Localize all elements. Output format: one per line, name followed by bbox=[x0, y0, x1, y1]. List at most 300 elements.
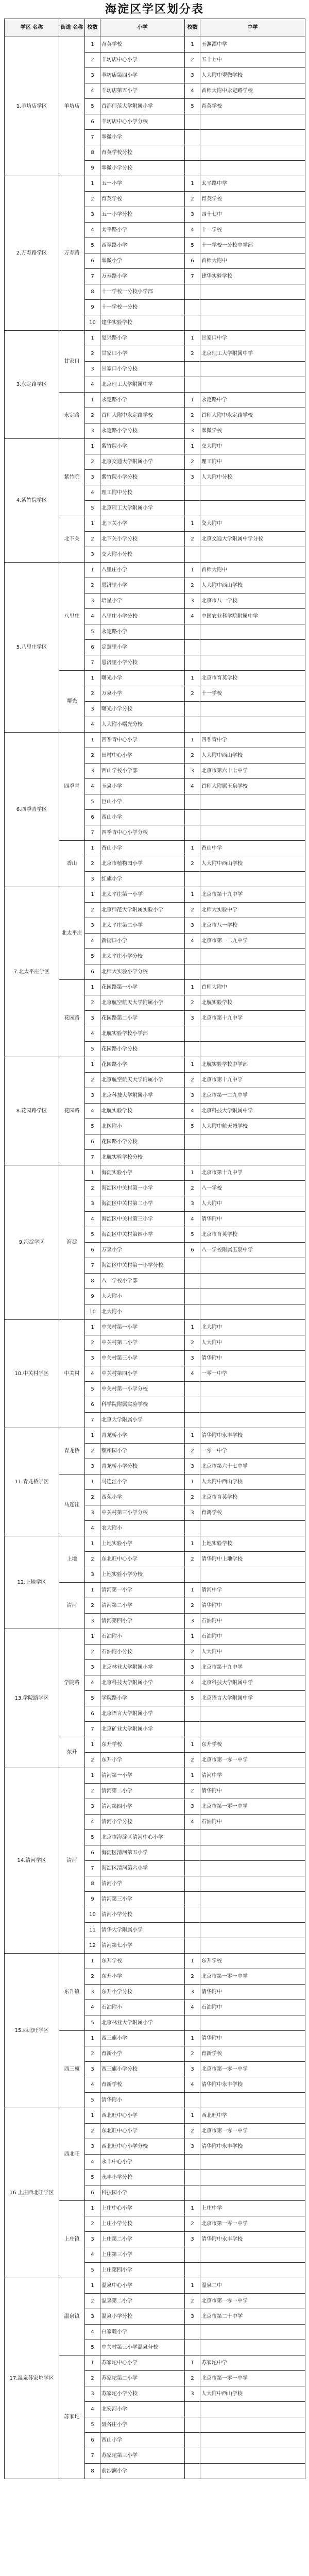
primary-school: 中关村第四小学 bbox=[100, 1366, 185, 1382]
middle-school: 清华附中 bbox=[200, 1598, 305, 1614]
primary-school: 八一学校小学部 bbox=[100, 1274, 185, 1289]
middle-index: 4 bbox=[185, 1212, 200, 1227]
primary-school: 甘家口小学 bbox=[100, 346, 185, 362]
primary-index: 8 bbox=[85, 284, 100, 300]
middle-school bbox=[200, 362, 305, 377]
middle-index: 1 bbox=[185, 2108, 200, 2124]
primary-school: 前沙涧小学 bbox=[100, 2464, 185, 2479]
table-row bbox=[5, 1165, 305, 1181]
primary-index: 4 bbox=[85, 377, 100, 393]
district-name: 8.花园路学区 bbox=[5, 1057, 59, 1165]
primary-school: 永丰中心小学 bbox=[100, 2155, 185, 2170]
middle-index: 7 bbox=[185, 269, 200, 284]
primary-school: 花园路第二小学 bbox=[100, 1011, 185, 1026]
table-row bbox=[5, 2108, 305, 2124]
primary-school: 西苑小学 bbox=[100, 1490, 185, 1505]
table-row bbox=[5, 1536, 305, 1552]
primary-school: 永定路小学分校 bbox=[100, 423, 185, 439]
primary-index: 3 bbox=[85, 2232, 100, 2247]
middle-school: 香山中学 bbox=[200, 841, 305, 856]
middle-index: 3 bbox=[185, 2062, 200, 2077]
primary-school: 海淀实验小学 bbox=[100, 1165, 185, 1181]
middle-school: 北师大实验中学 bbox=[200, 903, 305, 918]
middle-school: 一零一中学 bbox=[200, 1444, 305, 1459]
district-name: 13.学院路学区 bbox=[5, 1629, 59, 1768]
middle-index bbox=[185, 964, 200, 980]
primary-school: 八里庄小学 bbox=[100, 563, 185, 578]
middle-school: 十一学校 bbox=[200, 686, 305, 702]
primary-school: 上庄小学分校 bbox=[100, 2216, 185, 2232]
primary-index: 3 bbox=[85, 2139, 100, 2155]
primary-index: 1 bbox=[85, 516, 100, 532]
primary-index: 1 bbox=[85, 1737, 100, 1753]
middle-index bbox=[185, 1382, 200, 1397]
primary-index: 7 bbox=[85, 130, 100, 145]
primary-school: 巨山小学 bbox=[100, 794, 185, 810]
primary-index: 2 bbox=[85, 1753, 100, 1768]
middle-school bbox=[200, 872, 305, 887]
primary-school: 清河第四小学 bbox=[100, 1799, 185, 1815]
middle-school: 太平路中学 bbox=[200, 176, 305, 192]
district-name: 15.西北旺学区 bbox=[5, 1954, 59, 2108]
primary-school: 田村中心小学 bbox=[100, 748, 185, 764]
primary-index: 1 bbox=[85, 1629, 100, 1645]
primary-index: 5 bbox=[85, 99, 100, 114]
street-name: 苏家坨 bbox=[59, 2355, 85, 2479]
middle-school: 北京市第一二九中学 bbox=[200, 1088, 305, 1104]
middle-school bbox=[200, 2402, 305, 2417]
primary-index: 3 bbox=[85, 2309, 100, 2325]
primary-index: 4 bbox=[85, 1366, 100, 1382]
middle-school: 上地实验学校 bbox=[200, 1536, 305, 1552]
primary-school: 交大附小分校 bbox=[100, 547, 185, 563]
primary-index: 2 bbox=[85, 578, 100, 594]
primary-index: 5 bbox=[85, 1119, 100, 1134]
middle-school: 人大附中翠微学校 bbox=[200, 68, 305, 83]
middle-index: 2 bbox=[185, 1598, 200, 1614]
street-name: 香山 bbox=[59, 841, 85, 887]
middle-index: 3 bbox=[185, 2232, 200, 2247]
middle-index: 5 bbox=[185, 238, 200, 253]
primary-index: 3 bbox=[85, 1567, 100, 1583]
district-name: 2.万寿路学区 bbox=[5, 176, 59, 331]
primary-index: 4 bbox=[85, 1026, 100, 1042]
middle-school: 交大附中 bbox=[200, 439, 305, 454]
middle-school bbox=[200, 1150, 305, 1165]
middle-school bbox=[200, 1845, 305, 1861]
primary-index: 5 bbox=[85, 1382, 100, 1397]
middle-school: 四十七中 bbox=[200, 207, 305, 223]
primary-index: 2 bbox=[85, 192, 100, 207]
middle-index bbox=[185, 2015, 200, 2031]
middle-index: 4 bbox=[185, 934, 200, 949]
middle-school: 育鸿学校 bbox=[200, 1505, 305, 1521]
primary-school: 上庄第四小学 bbox=[100, 2263, 185, 2278]
primary-index: 2 bbox=[85, 346, 100, 362]
middle-index: 1 bbox=[185, 2031, 200, 2046]
middle-index bbox=[185, 1938, 200, 1954]
primary-index: 4 bbox=[85, 223, 100, 238]
middle-index bbox=[185, 717, 200, 733]
primary-school: 中关村第三小学 bbox=[100, 1351, 185, 1366]
middle-school bbox=[200, 377, 305, 393]
primary-school: 清河第二小学 bbox=[100, 1784, 185, 1799]
primary-school: 科学院附属实验学校 bbox=[100, 1397, 185, 1413]
middle-index: 2 bbox=[185, 686, 200, 702]
middle-index: 5 bbox=[185, 1119, 200, 1134]
middle-school bbox=[200, 1304, 305, 1320]
middle-school: 中国农业科学院附属中学 bbox=[200, 609, 305, 624]
middle-school: 人大附中西山学校 bbox=[200, 856, 305, 872]
primary-school: 北安河小学 bbox=[100, 2402, 185, 2417]
table-row bbox=[5, 1954, 305, 1969]
middle-school bbox=[200, 2155, 305, 2170]
primary-index: 6 bbox=[85, 1397, 100, 1413]
middle-school: 育英学校 bbox=[200, 99, 305, 114]
middle-school: 首师大附中 bbox=[200, 980, 305, 995]
primary-school: 清河第一小学 bbox=[100, 1583, 185, 1598]
primary-school: 十一学校一分校小学部 bbox=[100, 284, 185, 300]
primary-school: 青龙桥小学 bbox=[100, 1428, 185, 1444]
middle-index: 1 bbox=[185, 1629, 200, 1645]
middle-index bbox=[185, 872, 200, 887]
primary-school: 五一小学 bbox=[100, 176, 185, 192]
primary-school: 北下关小学 bbox=[100, 516, 185, 532]
primary-index: 4 bbox=[85, 1521, 100, 1536]
district-name: 6.四季青学区 bbox=[5, 733, 59, 887]
middle-school bbox=[200, 2185, 305, 2201]
table-row bbox=[5, 1629, 305, 1645]
street-name: 清河 bbox=[59, 1583, 85, 1629]
middle-index: 1 bbox=[185, 516, 200, 532]
primary-school: 北京理工大学附属小学 bbox=[100, 501, 185, 516]
primary-school: 北京林业大学附属小学 bbox=[100, 1660, 185, 1675]
middle-school: 首师大附中永定路学校 bbox=[200, 408, 305, 423]
primary-index: 1 bbox=[85, 887, 100, 903]
middle-school bbox=[200, 640, 305, 655]
middle-index: 1 bbox=[185, 733, 200, 748]
primary-index: 2 bbox=[85, 1784, 100, 1799]
middle-index: 3 bbox=[185, 207, 200, 223]
middle-index: 3 bbox=[185, 594, 200, 609]
middle-school bbox=[200, 825, 305, 841]
middle-index: 1 bbox=[185, 2201, 200, 2216]
primary-school: 清华大学附属小学 bbox=[100, 1923, 185, 1938]
primary-school: 羊坊店第四小学 bbox=[100, 68, 185, 83]
header-row bbox=[5, 19, 305, 37]
primary-index: 1 bbox=[85, 1583, 100, 1598]
middle-school: 人大附中 bbox=[200, 1645, 305, 1660]
middle-school: 石油附中 bbox=[200, 2000, 305, 2015]
primary-school: 西三旗小学 bbox=[100, 2031, 185, 2046]
primary-index: 5 bbox=[85, 501, 100, 516]
primary-school: 海淀区中关村第二小学 bbox=[100, 1196, 185, 1212]
middle-school bbox=[200, 1567, 305, 1583]
middle-index: 3 bbox=[185, 1088, 200, 1104]
primary-school: 永定路小学 bbox=[100, 624, 185, 640]
middle-index: 3 bbox=[185, 1351, 200, 1366]
middle-school bbox=[200, 1413, 305, 1428]
middle-index: 1 bbox=[185, 331, 200, 346]
primary-index: 8 bbox=[85, 1876, 100, 1892]
street-name: 学院路 bbox=[59, 1629, 85, 1737]
primary-index: 3 bbox=[85, 1196, 100, 1212]
middle-school: 北京市第二十中学 bbox=[200, 2309, 305, 2325]
primary-school: 北京科技大学附属小学 bbox=[100, 1675, 185, 1691]
primary-school: 东升学校 bbox=[100, 1737, 185, 1753]
district-name: 10.中关村学区 bbox=[5, 1320, 59, 1428]
primary-index: 4 bbox=[85, 2325, 100, 2340]
middle-school bbox=[200, 717, 305, 733]
middle-school: 十一学校 bbox=[200, 223, 305, 238]
primary-index: 1 bbox=[85, 841, 100, 856]
middle-school: 人大附中分校 bbox=[200, 470, 305, 485]
middle-index: 1 bbox=[185, 1057, 200, 1073]
table-row bbox=[5, 1320, 305, 1335]
primary-index: 2 bbox=[85, 995, 100, 1011]
middle-school: 首师大附中永定路学校 bbox=[200, 83, 305, 99]
primary-index: 4 bbox=[85, 2077, 100, 2093]
primary-school: 育英学校 bbox=[100, 192, 185, 207]
primary-index: 1 bbox=[85, 1057, 100, 1073]
primary-index: 4 bbox=[85, 1104, 100, 1119]
primary-school: 北京交通大学附属小学 bbox=[100, 454, 185, 470]
middle-index bbox=[185, 624, 200, 640]
middle-school: 人大附中西山学校 bbox=[200, 748, 305, 764]
primary-index: 3 bbox=[85, 2062, 100, 2077]
primary-index: 4 bbox=[85, 717, 100, 733]
middle-school bbox=[200, 2464, 305, 2479]
middle-index: 3 bbox=[185, 2386, 200, 2402]
primary-index: 8 bbox=[85, 2464, 100, 2479]
middle-school: 理工附中 bbox=[200, 454, 305, 470]
street-name: 青龙桥 bbox=[59, 1428, 85, 1475]
middle-school bbox=[200, 2448, 305, 2464]
middle-index: 3 bbox=[185, 2309, 200, 2325]
middle-school bbox=[200, 2015, 305, 2031]
primary-school: 恩济里小学 bbox=[100, 578, 185, 594]
primary-school: 清河第二小学 bbox=[100, 1598, 185, 1614]
primary-school: 中关村第二小学 bbox=[100, 1335, 185, 1351]
table-body bbox=[5, 37, 305, 2479]
middle-school: 人大附中西山学校 bbox=[200, 2386, 305, 2402]
primary-index: 1 bbox=[85, 2355, 100, 2371]
middle-index bbox=[185, 1567, 200, 1583]
middle-school: 永定路中学 bbox=[200, 393, 305, 408]
primary-school: 万泉小学 bbox=[100, 686, 185, 702]
primary-school: 北京市植物园小学 bbox=[100, 856, 185, 872]
header-primary: 小学 bbox=[100, 19, 185, 37]
middle-school: 首师大附中 bbox=[200, 253, 305, 269]
middle-index: 5 bbox=[185, 1227, 200, 1243]
middle-index bbox=[185, 2185, 200, 2201]
primary-school: 温泉中心小学 bbox=[100, 2278, 185, 2294]
middle-school bbox=[200, 1289, 305, 1304]
primary-school: 羊坊店中心小学分校 bbox=[100, 114, 185, 130]
primary-school: 羊坊店中心小学 bbox=[100, 53, 185, 68]
primary-school: 中关村第一小学分校 bbox=[100, 1382, 185, 1397]
middle-school: 北京科技大学附属中学 bbox=[200, 1104, 305, 1119]
primary-index: 3 bbox=[85, 362, 100, 377]
primary-index: 2 bbox=[85, 532, 100, 547]
middle-index bbox=[185, 2417, 200, 2433]
primary-index: 1 bbox=[85, 2108, 100, 2124]
middle-index: 1 bbox=[185, 1737, 200, 1753]
primary-index: 5 bbox=[85, 1227, 100, 1243]
middle-school bbox=[200, 1861, 305, 1876]
primary-index: 7 bbox=[85, 1413, 100, 1428]
middle-index bbox=[185, 702, 200, 717]
primary-school: 万寿路小学 bbox=[100, 269, 185, 284]
primary-index: 3 bbox=[85, 918, 100, 934]
primary-school: 青龙桥小学分校 bbox=[100, 1459, 185, 1475]
middle-index bbox=[185, 2093, 200, 2108]
middle-school: 人大附中航天城学校 bbox=[200, 1119, 305, 1134]
primary-school: 东升小学 bbox=[100, 1969, 185, 1985]
middle-index: 3 bbox=[185, 918, 200, 934]
primary-school: 北下关小学分校 bbox=[100, 532, 185, 547]
middle-school: 西北旺中学 bbox=[200, 2108, 305, 2124]
middle-school bbox=[200, 1397, 305, 1413]
primary-school: 人大附小曙光分校 bbox=[100, 717, 185, 733]
primary-school: 花园路小学 bbox=[100, 1057, 185, 1073]
middle-school: 北京市第一零一中学 bbox=[200, 1799, 305, 1815]
primary-school: 北京理工大学附属中学 bbox=[100, 377, 185, 393]
middle-index bbox=[185, 1861, 200, 1876]
middle-index: 2 bbox=[185, 1753, 200, 1768]
primary-index: 5 bbox=[85, 2093, 100, 2108]
middle-school: 北大附中 bbox=[200, 1320, 305, 1335]
primary-index: 2 bbox=[85, 2294, 100, 2309]
middle-index bbox=[185, 825, 200, 841]
primary-index: 9 bbox=[85, 161, 100, 176]
primary-index: 5 bbox=[85, 1830, 100, 1845]
middle-school: 清华附中上地学校 bbox=[200, 1552, 305, 1567]
middle-school: 北京市第六十七中学 bbox=[200, 764, 305, 779]
middle-school: 北京市第一零一中学 bbox=[200, 2062, 305, 2077]
middle-index: 4 bbox=[185, 779, 200, 794]
primary-index: 3 bbox=[85, 1505, 100, 1521]
middle-index: 2 bbox=[185, 1552, 200, 1567]
middle-index: 3 bbox=[185, 1660, 200, 1675]
primary-school: 香山小学 bbox=[100, 841, 185, 856]
primary-index: 3 bbox=[85, 1088, 100, 1104]
primary-school: 苏家坨第三小学 bbox=[100, 2448, 185, 2464]
primary-index: 10 bbox=[85, 1907, 100, 1923]
middle-school bbox=[200, 1521, 305, 1536]
primary-index: 6 bbox=[85, 1845, 100, 1861]
middle-index bbox=[185, 1413, 200, 1428]
primary-index: 1 bbox=[85, 671, 100, 686]
street-name: 西北旺 bbox=[59, 2108, 85, 2201]
primary-index: 4 bbox=[85, 1212, 100, 1227]
district-name: 7.北太平庄学区 bbox=[5, 887, 59, 1057]
table-row bbox=[5, 439, 305, 454]
middle-school: 石油附中 bbox=[200, 1614, 305, 1629]
middle-school bbox=[200, 1892, 305, 1907]
middle-index bbox=[185, 2247, 200, 2263]
primary-school: 清河第三小学 bbox=[100, 1892, 185, 1907]
middle-school bbox=[200, 2325, 305, 2340]
primary-index: 2 bbox=[85, 1598, 100, 1614]
middle-school bbox=[200, 1830, 305, 1845]
header-street: 街道 名称 bbox=[59, 19, 85, 37]
middle-school: 北京市育英学校 bbox=[200, 1490, 305, 1505]
header-count-primary: 校数 bbox=[85, 19, 100, 37]
middle-index bbox=[185, 1722, 200, 1737]
middle-index: 1 bbox=[185, 176, 200, 192]
middle-school: 交大附中 bbox=[200, 516, 305, 532]
middle-index bbox=[185, 1923, 200, 1938]
middle-school: 育新学校 bbox=[200, 2046, 305, 2062]
primary-school: 石油附小 bbox=[100, 1629, 185, 1645]
primary-index: 1 bbox=[85, 176, 100, 192]
primary-index: 3 bbox=[85, 1351, 100, 1366]
primary-index: 1 bbox=[85, 439, 100, 454]
primary-index: 2 bbox=[85, 686, 100, 702]
primary-school: 石油附小分校 bbox=[100, 1645, 185, 1660]
district-name: 16.上庄西北旺学区 bbox=[5, 2108, 59, 2278]
street-name: 清河 bbox=[59, 1768, 85, 1954]
middle-index: 3 bbox=[185, 423, 200, 439]
primary-index: 4 bbox=[85, 2000, 100, 2015]
middle-school bbox=[200, 702, 305, 717]
primary-index: 1 bbox=[85, 393, 100, 408]
middle-index bbox=[185, 2433, 200, 2448]
primary-index: 5 bbox=[85, 794, 100, 810]
middle-school bbox=[200, 2093, 305, 2108]
middle-index: 3 bbox=[185, 1985, 200, 2000]
middle-index: 2 bbox=[185, 2046, 200, 2062]
middle-index: 6 bbox=[185, 1243, 200, 1258]
primary-school: 海淀区中关村第三小学 bbox=[100, 1212, 185, 1227]
street-name: 花园路 bbox=[59, 980, 85, 1057]
primary-school: 清河第四小学 bbox=[100, 1614, 185, 1629]
primary-index: 3 bbox=[85, 207, 100, 223]
primary-index: 2 bbox=[85, 1552, 100, 1567]
middle-index: 4 bbox=[185, 1366, 200, 1382]
middle-school bbox=[200, 2170, 305, 2185]
middle-index bbox=[185, 2464, 200, 2479]
primary-school: 海淀区中关村第一小学 bbox=[100, 1181, 185, 1196]
middle-index: 1 bbox=[185, 1428, 200, 1444]
primary-school: 北京航空航天大学附属小学 bbox=[100, 995, 185, 1011]
primary-school: 羊坊店第五小学 bbox=[100, 83, 185, 99]
middle-index bbox=[185, 1845, 200, 1861]
primary-school: 上地实验小学分校 bbox=[100, 1567, 185, 1583]
primary-school: 北京师范大学附属实验小学 bbox=[100, 903, 185, 918]
middle-school bbox=[200, 114, 305, 130]
primary-index: 5 bbox=[85, 2417, 100, 2433]
header-district: 学区 名称 bbox=[5, 19, 59, 37]
middle-index: 1 bbox=[185, 2355, 200, 2371]
middle-school: 北京市第一零一中学 bbox=[200, 1969, 305, 1985]
primary-index: 4 bbox=[85, 934, 100, 949]
middle-school: 石油附中 bbox=[200, 1815, 305, 1830]
middle-index bbox=[185, 501, 200, 516]
middle-index bbox=[185, 1042, 200, 1057]
primary-school: 北京大学附属小学 bbox=[100, 1413, 185, 1428]
middle-index: 2 bbox=[185, 2294, 200, 2309]
middle-index: 4 bbox=[185, 223, 200, 238]
primary-school: 四季青中心小学分校 bbox=[100, 825, 185, 841]
primary-index: 2 bbox=[85, 748, 100, 764]
middle-school: 育英学校 bbox=[200, 192, 305, 207]
middle-index: 1 bbox=[185, 1165, 200, 1181]
middle-school bbox=[200, 1026, 305, 1042]
middle-index: 4 bbox=[185, 1675, 200, 1691]
primary-school: 北京林业大学附属小学 bbox=[100, 2015, 185, 2031]
